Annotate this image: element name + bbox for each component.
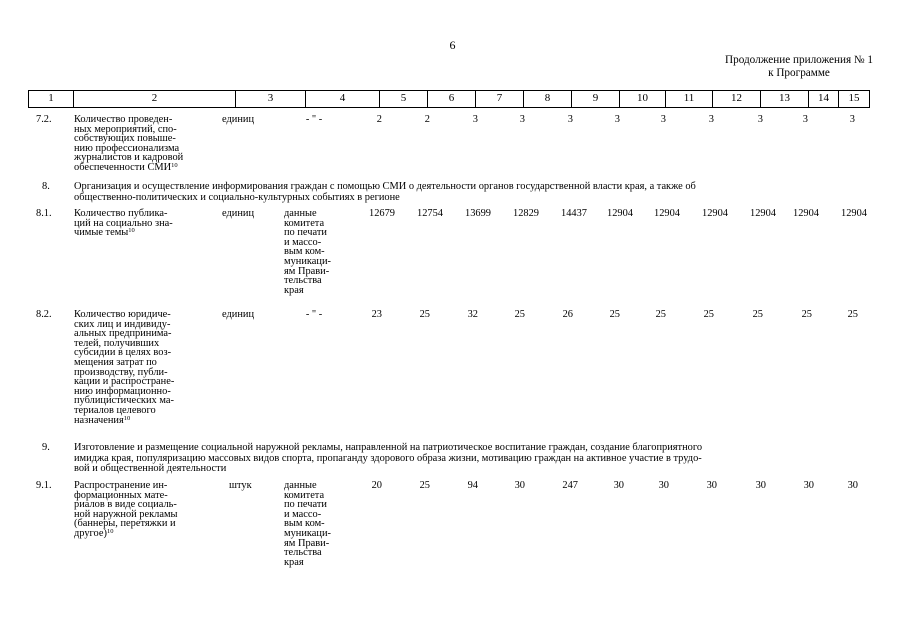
value-cell: 3 xyxy=(519,114,525,125)
value-cell: 25 xyxy=(847,309,858,320)
column-number: 8 xyxy=(523,91,571,107)
column-number: 7 xyxy=(475,91,523,107)
value-cell: 23 xyxy=(371,309,382,320)
value-cell: 3 xyxy=(849,114,855,125)
unit-of-measure: штук xyxy=(229,480,252,491)
indicator-name-text: Количество проведен- ных мероприятий, спо- собствующих повыше- нию профессионализма журналистов и кадровой обеспеченности СМИ xyxy=(74,114,184,173)
value-cell: 30 xyxy=(755,480,766,491)
data-source: - " - xyxy=(305,309,323,320)
column-number: 6 xyxy=(427,91,475,107)
value-cell: 12829 xyxy=(513,208,539,219)
value-cell: 30 xyxy=(847,480,858,491)
column-number: 4 xyxy=(305,91,379,107)
footnote-mark: 10 xyxy=(106,527,114,535)
value-cell: 25 xyxy=(655,309,666,320)
value-cell: 12679 xyxy=(369,208,395,219)
value-cell: 30 xyxy=(514,480,525,491)
value-cell: 3 xyxy=(472,114,478,125)
section-title: Изготовление и размещение социальной наружной рекламы, направленной на патриотическое воспитание граждан, создание благоприятного имиджа края, популяризацию массовых видов спорта, пропаганду здорового образа жизни, мотивацию граждан на активное участие в трудо- вой и общественной деятельности xyxy=(74,442,703,474)
value-cell: 12904 xyxy=(654,208,680,219)
value-cell: 14437 xyxy=(561,208,587,219)
value-cell: 3 xyxy=(802,114,808,125)
indicator-name-text: Распространение ин- формационных мате- риалов в виде социаль- ной наружной рекламы (баннеры, перетяжки и другое) xyxy=(74,480,178,539)
column-number: 10 xyxy=(619,91,665,107)
column-number: 12 xyxy=(712,91,760,107)
column-number: 13 xyxy=(760,91,808,107)
value-cell: 12904 xyxy=(750,208,776,219)
row-number: 7.2. xyxy=(36,114,52,125)
value-cell: 12904 xyxy=(607,208,633,219)
section-number: 9. xyxy=(42,442,50,453)
column-number: 5 xyxy=(379,91,427,107)
row-number: 8.2. xyxy=(36,309,52,320)
unit-of-measure: единиц xyxy=(222,114,255,125)
data-source: данные комитета по печати и массо- вым ком- муникаци- ям Прави- тельства края xyxy=(284,480,331,568)
column-number: 9 xyxy=(571,91,619,107)
value-cell: 25 xyxy=(419,309,430,320)
value-cell: 20 xyxy=(371,480,382,491)
value-cell: 25 xyxy=(801,309,812,320)
value-cell: 3 xyxy=(567,114,573,125)
indicator-name xyxy=(74,310,214,425)
unit-of-measure: единиц xyxy=(222,208,255,219)
value-cell: 12904 xyxy=(793,208,819,219)
value-cell: 3 xyxy=(660,114,666,125)
page-number: 6 xyxy=(449,38,456,52)
value-cell: 3 xyxy=(757,114,763,125)
value-cell: 30 xyxy=(658,480,669,491)
unit-of-measure: единиц xyxy=(222,309,255,320)
indicator-name-text: Количество юридиче- ских лиц и индивиду- альных предпринима- телей, получивших субсидии в целях воз- мещения затрат по производству, публи- кации и распростране- нию информационно- публицистических ма- териалов целевого назначения xyxy=(74,309,175,426)
value-cell: 12904 xyxy=(702,208,728,219)
column-number: 2 xyxy=(73,91,235,107)
value-cell: 247 xyxy=(562,480,578,491)
section-number: 8. xyxy=(42,181,50,192)
indicator-name-text: Количество публика- ций на социально зна- чимые темы xyxy=(74,208,173,239)
value-cell: 94 xyxy=(467,480,478,491)
value-cell: 25 xyxy=(514,309,525,320)
appendix-note-line-1: Продолжение приложения № 1 xyxy=(725,54,873,66)
value-cell: 3 xyxy=(708,114,714,125)
value-cell: 13699 xyxy=(465,208,491,219)
value-cell: 26 xyxy=(562,309,573,320)
indicator-name xyxy=(74,481,214,539)
value-cell: 12904 xyxy=(841,208,867,219)
value-cell: 25 xyxy=(419,480,430,491)
indicator-name xyxy=(74,209,214,238)
column-number: 1 xyxy=(28,91,73,107)
indicator-name xyxy=(74,115,214,173)
value-cell: 3 xyxy=(614,114,620,125)
appendix-continuation-note xyxy=(725,54,873,80)
column-number-header xyxy=(28,90,870,108)
footnote-mark: 10 xyxy=(128,227,135,235)
footnote-mark: 10 xyxy=(123,414,131,422)
column-number: 14 xyxy=(808,91,838,107)
value-cell: 25 xyxy=(752,309,763,320)
data-source: данные комитета по печати и массо- вым ком- муникаци- ям Прави- тельства края xyxy=(284,208,331,296)
footnote-mark: 10 xyxy=(171,161,178,169)
value-cell: 2 xyxy=(424,114,430,125)
value-cell: 30 xyxy=(706,480,717,491)
column-number: 11 xyxy=(665,91,712,107)
value-cell: 12754 xyxy=(417,208,443,219)
data-source: - " - xyxy=(305,114,323,125)
appendix-note-line-2: к Программе xyxy=(768,67,830,79)
value-cell: 2 xyxy=(376,114,382,125)
column-number: 3 xyxy=(235,91,305,107)
section-title: Организация и осуществление информирования граждан с помощью СМИ о деятельности органов государственной власти края, а также об общественно-политических и социально-культурных событиях в регионе xyxy=(74,181,696,203)
value-cell: 30 xyxy=(613,480,624,491)
value-cell: 25 xyxy=(703,309,714,320)
value-cell: 25 xyxy=(609,309,620,320)
row-number: 9.1. xyxy=(36,480,52,491)
row-number: 8.1. xyxy=(36,208,52,219)
value-cell: 30 xyxy=(803,480,814,491)
value-cell: 32 xyxy=(467,309,478,320)
column-number: 15 xyxy=(838,91,870,107)
